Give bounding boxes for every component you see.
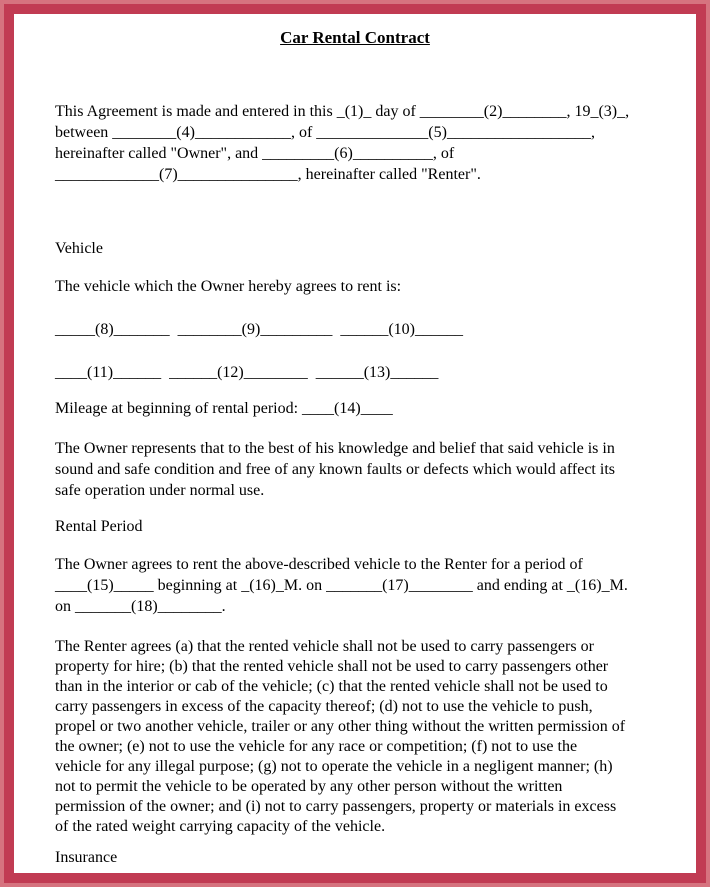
text-line: property for hire; (b) that the rented vehicle shall not be used to carry passengers other xyxy=(55,658,609,675)
text-line: carry passengers in excess of the capacity thereof; (d) not to use the vehicle to push, xyxy=(55,698,593,715)
text-line: than in the interior or cab of the vehicle; (c) that the rented vehicle shall not be used to xyxy=(55,678,608,695)
vehicle-blank-row-1: _____(8)_______ ________(9)_________ ______(10)______ xyxy=(55,321,463,338)
intro-paragraph xyxy=(55,101,655,185)
mileage-line: Mileage at beginning of rental period: ____(14)____ xyxy=(55,400,393,417)
text-line: propel or two another vehicle, trailer or any other thing without the written permission of xyxy=(55,718,626,735)
text-line: hereinafter called "Owner", and _________(6)__________, of xyxy=(55,145,455,162)
rental-terms-paragraph xyxy=(55,554,655,617)
text-line: _____________(7)_______________, hereinafter called "Renter". xyxy=(55,166,481,183)
text-line: not to permit the vehicle to be operated by any other person without the written xyxy=(55,778,563,795)
vehicle-lead-text: The vehicle which the Owner hereby agrees to rent is: xyxy=(55,278,402,295)
renter-obligations-paragraph xyxy=(55,637,655,837)
insurance-section-heading: Insurance xyxy=(55,849,118,866)
text-line: sound and safe condition and free of any known faults or defects which would affect its xyxy=(55,461,615,478)
text-line: The Owner agrees to rent the above-described vehicle to the Renter for a period of xyxy=(55,556,583,573)
text-line: safe operation under normal use. xyxy=(55,482,265,499)
page-border-inner xyxy=(4,4,706,883)
vehicle-section-heading: Vehicle xyxy=(55,240,103,257)
vehicle-condition-paragraph xyxy=(55,438,655,501)
text-line: ____(15)_____ beginning at _(16)_M. on _______(17)________ and ending at _(16)_M. xyxy=(55,577,628,594)
text-line: between ________(4)____________, of ______________(5)__________________, xyxy=(55,124,595,141)
text-line: on _______(18)________. xyxy=(55,598,226,615)
contract-page xyxy=(14,14,696,873)
text-line: The Owner represents that to the best of his knowledge and belief that said vehicle is in xyxy=(55,440,615,457)
vehicle-blank-row-2: ____(11)______ ______(12)________ ______(13)______ xyxy=(55,364,439,381)
text-line: the owner; (e) not to use the vehicle for any race or competition; (f) not to use the xyxy=(55,738,578,755)
text-line: permission of the owner; and (i) not to carry passengers, property or materials in excess xyxy=(55,798,617,815)
text-line: The Renter agrees (a) that the rented vehicle shall not be used to carry passengers or xyxy=(55,638,594,655)
text-line: This Agreement is made and entered in this _(1)_ day of ________(2)________, 19_(3)_, xyxy=(55,103,630,120)
document-title: Car Rental Contract xyxy=(280,28,430,47)
text-line: vehicle for any illegal purpose; (g) not to operate the vehicle in a negligent manner; (h) xyxy=(55,758,613,775)
rental-period-section-heading: Rental Period xyxy=(55,518,143,535)
text-line: of the rated weight carrying capacity of the vehicle. xyxy=(55,818,386,835)
